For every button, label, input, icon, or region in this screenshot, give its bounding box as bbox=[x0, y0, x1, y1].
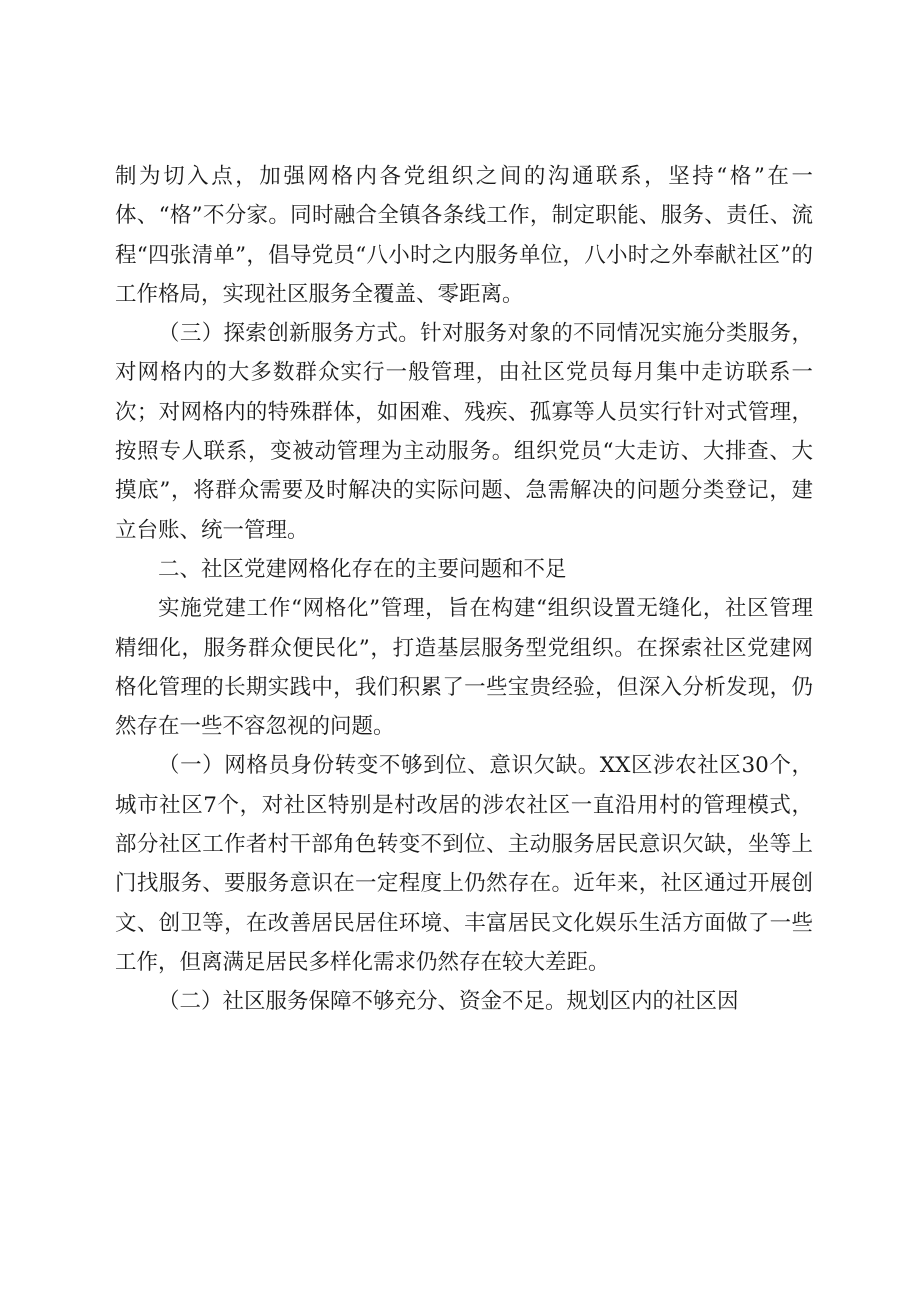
paragraph-grid-management-intro: 实施党建工作“网格化”管理，旨在构建“组织设置无缝化，社区管理精细化，服务群众便民化”，打造基层服务型党组织。在探索社区党建网格化管理的长期实践中，我们积累了一些宝贵经验，但深入分析发现，仍然存在一些不容忽视的问题。 bbox=[115, 596, 813, 740]
section-heading-problems: 二、社区党建网格化存在的主要问题和不足 bbox=[158, 556, 567, 582]
document-body bbox=[115, 157, 813, 1022]
paragraph-service-guarantee: （二）社区服务保障不够充分、资金不足。规划区内的社区因 bbox=[158, 989, 739, 1015]
paragraph-service-method: （三）探索创新服务方式。针对服务对象的不同情况实施分类服务，对网格内的大多数群众实行一般管理，由社区党员每月集中走访联系一次；对网格内的特殊群体，如困难、残疾、孤寡等人员实行针对式管理，按照专人联系，变被动管理为主动服务。组织党员“大走访、大排查、大摸底”，将群众需要及时解决的实际问题、急需解决的问题分类登记，建立台账、统一管理。 bbox=[115, 321, 813, 543]
paragraph-continuation: 制为切入点，加强网格内各党组织之间的沟通联系，坚持“格”在一体、“格”不分家。同时融合全镇各条线工作，制定职能、服务、责任、流程“四张清单”，倡导党员“八小时之内服务单位，八小时之外奉献社区”的工作格局，实现社区服务全覆盖、零距离。 bbox=[115, 164, 813, 307]
paragraph-grid-staff-identity: （一）网格员身份转变不够到位、意识欠缺。XX区涉农社区30个，城市社区7个，对社区特别是村改居的涉农社区一直沿用村的管理模式，部分社区工作者村干部角色转变不到位、主动服务居民意识欠缺，坐等上门找服务、要服务意识在一定程度上仍然存在。近年来，社区通过开展创文、创卫等，在改善居民居住环境、丰富居民文化娱乐生活方面做了一些工作，但离满足居民多样化需求仍然存在较大差距。 bbox=[115, 753, 813, 975]
